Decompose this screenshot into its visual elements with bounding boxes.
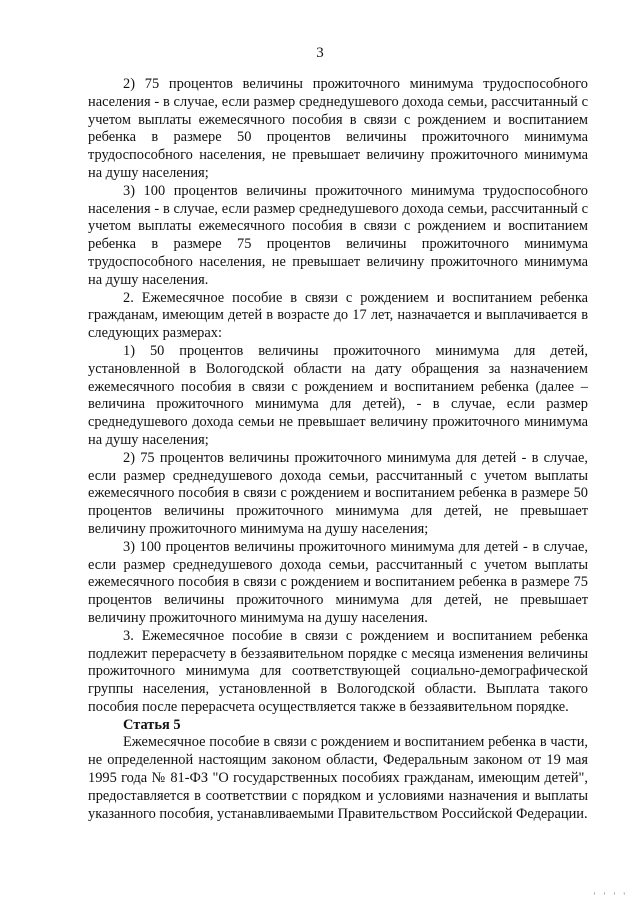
footer-mark: ' ' ' ' bbox=[593, 891, 628, 901]
article-text: Ежемесячное пособие в связи с рождением и воспитанием ребенка в части, не определенной настоящим законом области, Федеральным законом от 19 мая 1995 года № 81-ФЗ "О государственных пособиях гражданам, имеющим детей", предоставляется в соответствии с порядком и условиями назначения и выплаты указанного пособия, устанавливаемыми Правительством Российской Федерации. bbox=[88, 734, 588, 822]
paragraph-section-3: 3. Ежемесячное пособие в связи с рождением и воспитанием ребенка подлежит перерасчету в беззаявительном порядке с месяца изменения величины прожиточного минимума для соответствующей социально-демографической группы населения, установленной в Вологодской области. Выплата такого пособия после перерасчета осуществляется также в беззаявительном порядке. bbox=[88, 627, 588, 715]
paragraph-subitem-2: 2) 75 процентов величины прожиточного минимума для детей - в случае, если размер среднедушевого дохода семьи, рассчитанный с учетом выплаты ежемесячного пособия в связи с рождением и воспитанием ребенка в размере 50 процентов величины прожиточного минимума для детей, не превышает величину прожиточного минимума на душу населения; bbox=[88, 449, 588, 537]
document-body bbox=[88, 76, 588, 823]
paragraph-subitem-3: 3) 100 процентов величины прожиточного минимума для детей - в случае, если размер среднедушевого дохода семьи, рассчитанный с учетом выплаты ежемесячного пособия в связи с рождением и воспитанием ребенка в размере 75 процентов величины прожиточного минимума для детей, не превышает величину прожиточного минимума на душу населения. bbox=[88, 538, 588, 626]
page-number: 3 bbox=[316, 45, 324, 61]
paragraph-section-2: 2. Ежемесячное пособие в связи с рождением и воспитанием ребенка гражданам, имеющим детей в возрасте до 17 лет, назначается и выплачивается в следующих размерах: bbox=[88, 289, 588, 342]
paragraph-subitem-1: 1) 50 процентов величины прожиточного минимума для детей, установленной в Вологодской области на дату обращения за назначением ежемесячного пособия в связи с рождением и воспитанием ребенка (далее – величина прожиточного минимума для детей), - в случае, если размер среднедушевого дохода семьи не превышает величину прожиточного минимума на душу населения; bbox=[88, 342, 588, 448]
paragraph-item-2: 2) 75 процентов величины прожиточного минимума трудоспособного населения - в случае, если размер среднедушевого дохода семьи, рассчитанный с учетом выплаты ежемесячного пособия в связи с рождением и воспитанием ребенка в размере 50 процентов величины прожиточного минимума трудоспособного населения, не превышает величину прожиточного минимума на душу населения; bbox=[88, 76, 588, 181]
paragraph-item-3: 3) 100 процентов величины прожиточного минимума трудоспособного населения - в случае, если размер среднедушевого дохода семьи, рассчитанный с учетом выплаты ежемесячного пособия в связи с рождением и воспитанием ребенка в размере 75 процентов величины прожиточного минимума трудоспособного населения, не превышает величину прожиточного минимума на душу населения. bbox=[88, 182, 588, 288]
article-heading: Статья 5 bbox=[123, 716, 181, 733]
